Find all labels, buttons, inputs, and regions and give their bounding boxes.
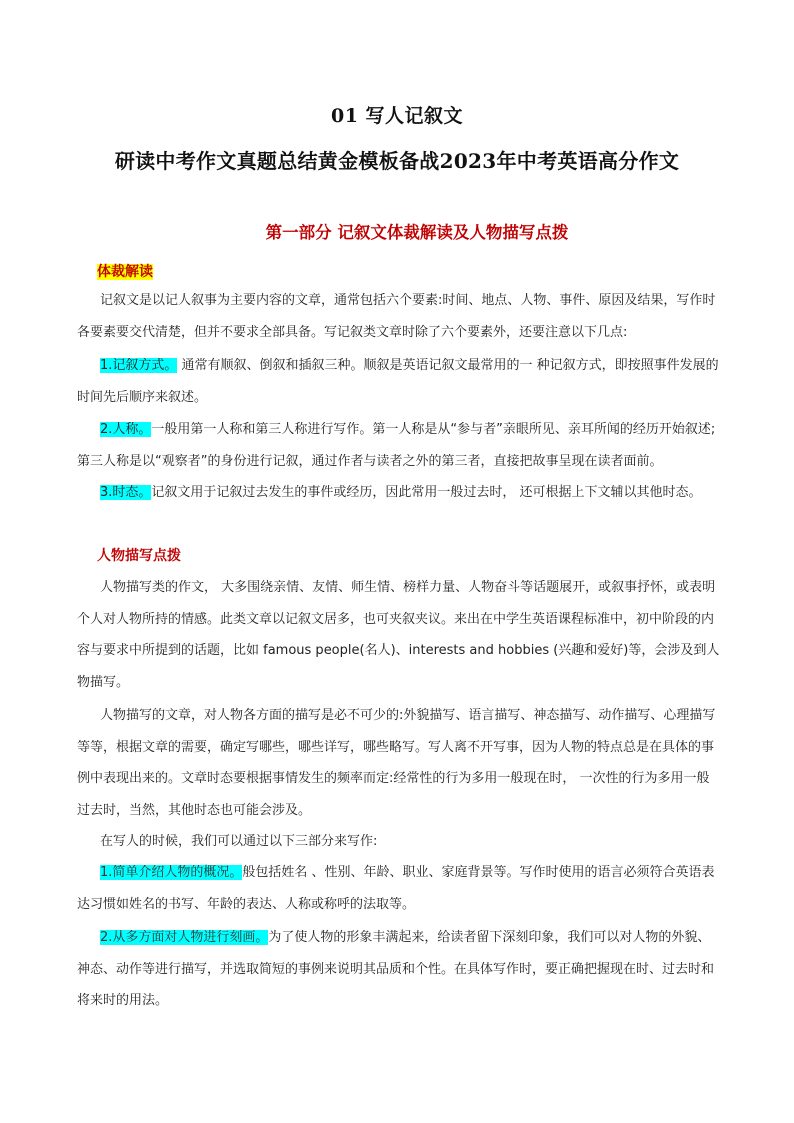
point-text: 记叙文用于记叙过去发生的事件或经历，因此常用一般过去时， 还可根据上下文辅以其他时态。 — [151, 485, 702, 500]
doc-title: 01 写人记叙文 — [330, 105, 464, 127]
paragraph-character-2 — [77, 700, 721, 826]
paragraph-text: 人物描写的文章，对人物各方面的描写是必不可少的:外貌描写、语言描写、神态描写、动作描写、心理描写等等，根据文章的需要，确定写哪些，哪些详写，哪些略写。写人离不开写事，因为人物的特点总是在具体的事例中表现出来的。文章时态要根据事情发生的频率而定:经常性的行为多用一般现在时， 一次性的行为多用一般过去时，当然，其他时态也可能会涉及。 — [77, 708, 716, 818]
point-label: 3.时态。 — [100, 485, 152, 500]
paragraph-intro — [77, 285, 721, 348]
point-text: 通常有顺叙、倒叙和插叙三种。顺叙是英语记叙文最常用的一 种记叙方式，即按照事件发展的时间先后顺序来叙述。 — [77, 358, 719, 405]
step-label: 1.简单介绍人物的概况。 — [100, 865, 243, 880]
paragraph-intro-text: 记叙文是以记人叙事为主要内容的文章，通常包括六个要素:时间、地点、人物、事件、原因及结果，写作时各要素要交代清楚，但并不要求全部具备。写记叙类文章时除了六个要素外，还要注意以下几点: — [77, 293, 716, 340]
point-label: 1.记叙方式。 — [100, 358, 178, 373]
section-heading-genre — [97, 261, 153, 281]
step-label: 2.从多方面对人物进行刻画。 — [100, 930, 269, 945]
step-text: 为了使人物的形象丰满起来，给读者留下深刻印象，我们可以对人物的外貌、神态、动作等进行描写，并选取简短的事例来说明其品质和个性。在具体写作时，要正确把握现在时、过去时和将来时的用法。 — [77, 930, 715, 1008]
part-title: 第一部分 记叙文体裁解读及人物描写点拨 — [265, 223, 569, 242]
point-narration-mode — [77, 350, 721, 413]
step-overview — [77, 857, 721, 920]
section-heading-character: 人物描写点拨 — [97, 548, 181, 564]
step-portray — [77, 922, 721, 1017]
doc-subtitle: 研读中考作文真题总结黄金模板备战2023年中考英语高分作文 — [114, 149, 680, 173]
paragraph-text: 人物描写类的作文， 大多围绕亲情、友情、师生情、榜样力量、人物奋斗等话题展开，或叙事抒怀，或表明个人对人物所持的情感。此类文章以记叙文居多，也可夹叙夹议。来出在中学生英语课程标准中，初中阶段的内容与要求中所提到的话题，比如 famous people(名人)、interests and hobbies (兴趣和爱好)等，会涉及到人物描写。 — [77, 580, 720, 690]
paragraph-character-3 — [77, 826, 721, 858]
point-tense — [77, 477, 721, 509]
step-text: 般包括姓名 、性别、年龄、职业、家庭背景等。写作时使用的语言必须符合英语表达习惯如姓名的书写、年龄的表达、人称或称呼的法取等。 — [77, 865, 715, 912]
paragraph-text: 在写人的时候，我们可以通过以下三部分来写作: — [100, 834, 378, 849]
paragraph-character-1 — [77, 572, 721, 698]
point-label: 2.人称。 — [100, 422, 152, 437]
point-person — [77, 414, 721, 477]
section-heading-genre-text: 体裁解读 — [97, 264, 153, 280]
point-text: 一般用第一人称和第三人称进行写作。第一人称是从“参与者”亲眼所见、亲耳所闻的经历开始叙述;第三人称是以“观察者”的身份进行记叙，通过作者与读者之外的第三者，直接把故事呈现在读者面前。 — [77, 422, 716, 469]
